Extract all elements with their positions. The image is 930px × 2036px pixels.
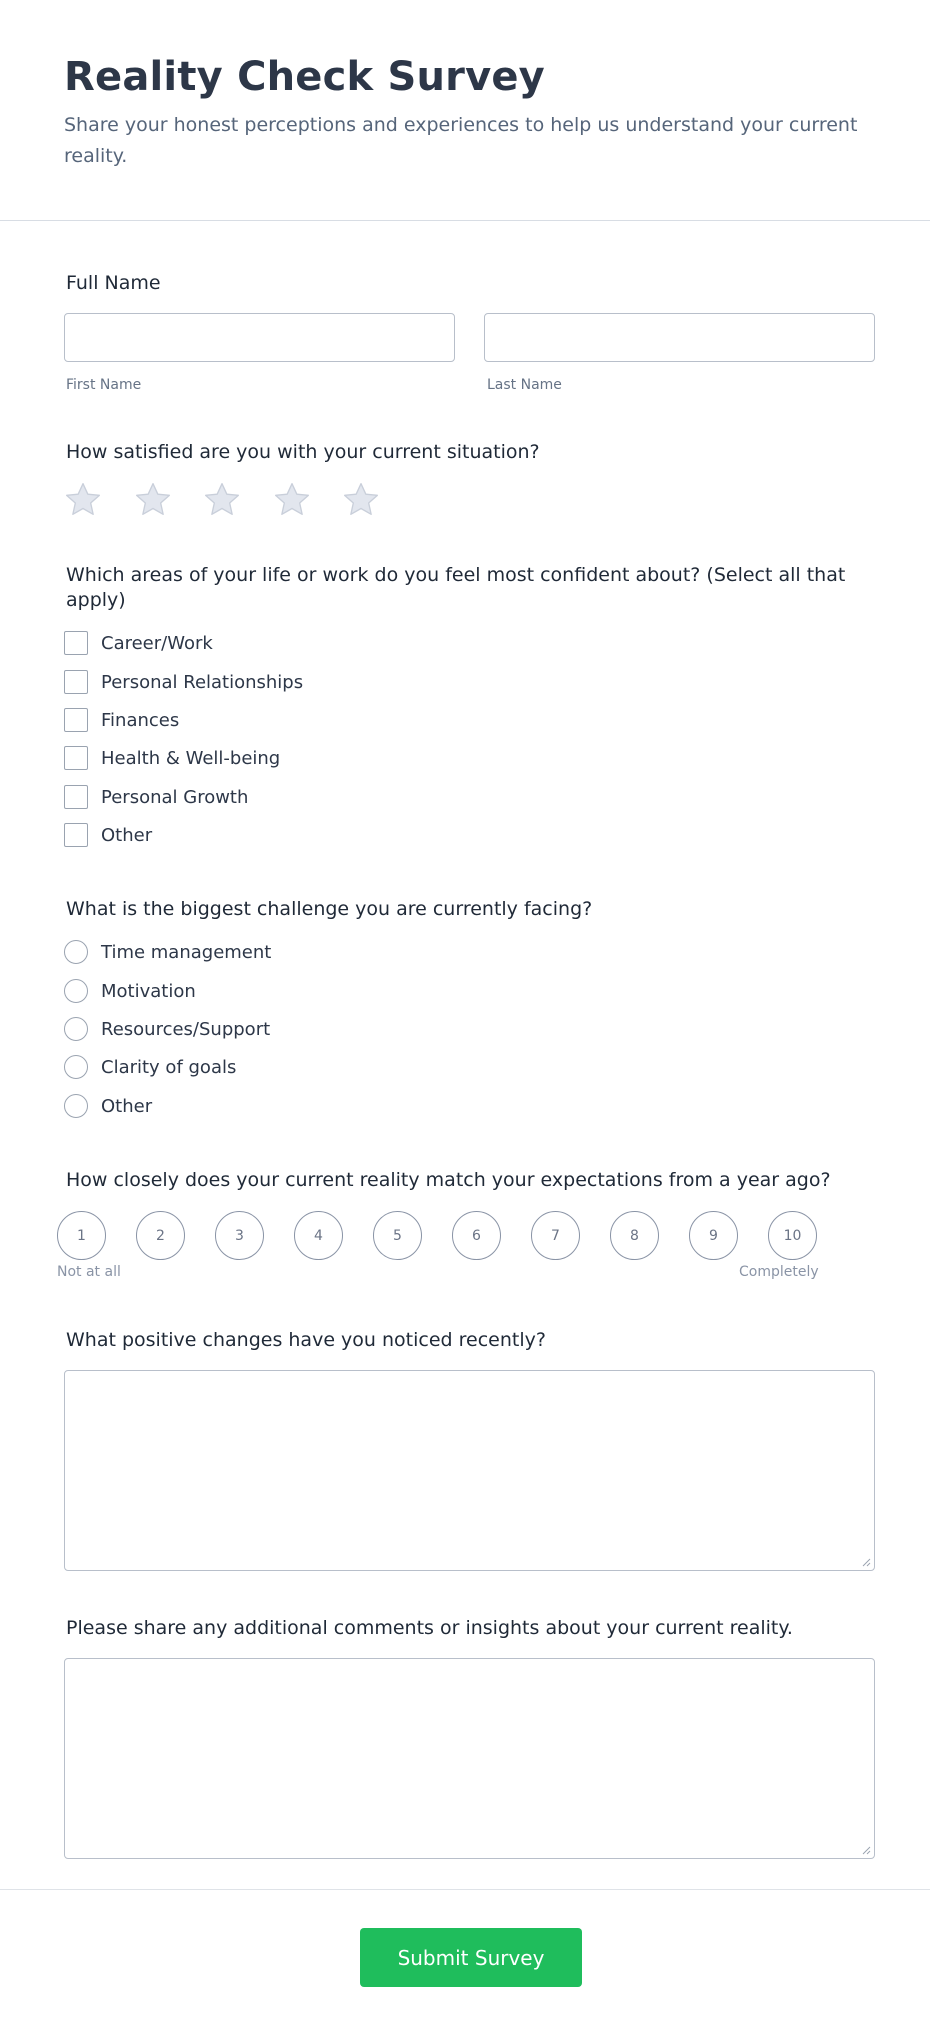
checkbox[interactable] <box>64 708 88 732</box>
checkbox-label: Health & Well-being <box>101 747 281 769</box>
first-name-input[interactable] <box>64 313 455 362</box>
scale-option-4[interactable]: 4 <box>294 1211 343 1260</box>
radio-option[interactable] <box>64 940 271 964</box>
scale-min-label: Not at all <box>57 1264 121 1280</box>
checkbox-option[interactable] <box>64 785 248 809</box>
star-3-icon[interactable] <box>202 480 242 520</box>
checkbox-label: Personal Relationships <box>101 671 304 693</box>
submit-survey-button[interactable]: Submit Survey <box>360 1928 582 1987</box>
radio-button[interactable] <box>64 1055 88 1079</box>
expectation-scale <box>57 1211 817 1260</box>
checkbox-label: Finances <box>101 709 180 731</box>
positive-changes-textarea[interactable] <box>64 1370 875 1571</box>
radio-button[interactable] <box>64 1094 88 1118</box>
scale-option-10[interactable]: 10 <box>768 1211 817 1260</box>
comments-question: Please share any additional comments or insights about your current reality. <box>66 1617 793 1639</box>
checkbox[interactable] <box>64 746 88 770</box>
checkbox-label: Career/Work <box>101 632 213 654</box>
last-name-label: Last Name <box>487 377 562 393</box>
radio-label: Resources/Support <box>101 1018 271 1040</box>
scale-max-label: Completely <box>739 1264 819 1280</box>
checkbox-option[interactable] <box>64 746 280 770</box>
scale-option-5[interactable]: 5 <box>373 1211 422 1260</box>
confidence-question: Which areas of your life or work do you feel most confident about? (Select all that apply) <box>66 564 846 611</box>
resize-handle-icon[interactable] <box>861 1557 871 1567</box>
positive-changes-question: What positive changes have you noticed recently? <box>66 1329 546 1351</box>
radio-label: Other <box>101 1095 153 1117</box>
satisfaction-question: How satisfied are you with your current situation? <box>66 441 540 463</box>
scale-option-2[interactable]: 2 <box>136 1211 185 1260</box>
checkbox-option[interactable] <box>64 823 152 847</box>
page-title: Reality Check Survey <box>64 54 545 100</box>
checkbox-option[interactable] <box>64 631 213 655</box>
resize-handle-icon[interactable] <box>861 1845 871 1855</box>
checkbox[interactable] <box>64 823 88 847</box>
radio-label: Clarity of goals <box>101 1056 237 1078</box>
scale-option-7[interactable]: 7 <box>531 1211 580 1260</box>
expectations-question: How closely does your current reality match your expectations from a year ago? <box>66 1169 831 1191</box>
page-subtitle: Share your honest perceptions and experiences to help us understand your current reality. <box>64 114 858 167</box>
radio-option[interactable] <box>64 1055 236 1079</box>
full-name-label: Full Name <box>66 272 161 294</box>
star-rating <box>63 480 411 520</box>
challenge-question: What is the biggest challenge you are currently facing? <box>66 898 593 920</box>
checkbox[interactable] <box>64 631 88 655</box>
checkbox[interactable] <box>64 785 88 809</box>
radio-label: Motivation <box>101 980 196 1002</box>
scale-option-6[interactable]: 6 <box>452 1211 501 1260</box>
checkbox-option[interactable] <box>64 670 303 694</box>
form-footer <box>0 1889 930 2036</box>
scale-option-9[interactable]: 9 <box>689 1211 738 1260</box>
radio-option[interactable] <box>64 1017 270 1041</box>
radio-button[interactable] <box>64 1017 88 1041</box>
scale-option-1[interactable]: 1 <box>57 1211 106 1260</box>
radio-button[interactable] <box>64 940 88 964</box>
survey-header <box>0 0 930 221</box>
radio-button[interactable] <box>64 979 88 1003</box>
scale-option-8[interactable]: 8 <box>610 1211 659 1260</box>
star-5-icon[interactable] <box>341 480 381 520</box>
last-name-input[interactable] <box>484 313 875 362</box>
radio-option[interactable] <box>64 1094 152 1118</box>
radio-option[interactable] <box>64 979 196 1003</box>
star-1-icon[interactable] <box>63 480 103 520</box>
comments-textarea[interactable] <box>64 1658 875 1859</box>
checkbox-option[interactable] <box>64 708 179 732</box>
checkbox-label: Personal Growth <box>101 786 249 808</box>
star-2-icon[interactable] <box>133 480 173 520</box>
first-name-label: First Name <box>66 377 142 393</box>
checkbox-label: Other <box>101 824 153 846</box>
checkbox[interactable] <box>64 670 88 694</box>
scale-option-3[interactable]: 3 <box>215 1211 264 1260</box>
star-4-icon[interactable] <box>272 480 312 520</box>
radio-label: Time management <box>101 941 272 963</box>
